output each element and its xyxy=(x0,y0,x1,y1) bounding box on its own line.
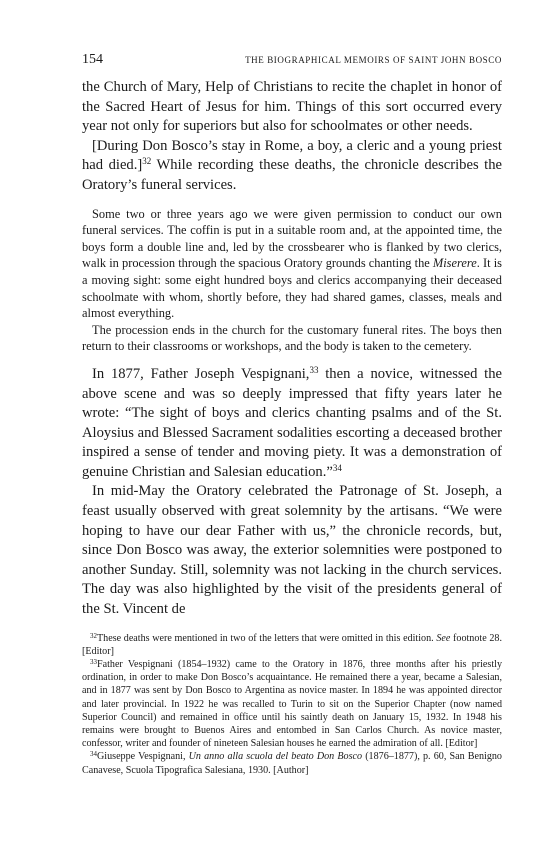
footnote-33-text: Father Vespignani (1854–1932) came to the Oratory in 1876, three months after his priestly ordination, in order to make Don Bosco’s acquaintance. He remained there a year, became a Salesian, and in 1877 was sent by Don Bosco to Argentina as novice master. In 1894 he was appointed director and later provincial. In 1922 he was recalled to Turin to sit on the Superior Chapter (now named Superior Council) and remained in office until his saintly death on January 15, 1932. In 1948 his remains were brought to Buenos Aires and entombed in San Carlos Church. As novice master, confessor, writer and founder of nineteen Salesian houses he earned the admiration of all. [Editor] xyxy=(82,659,502,750)
chronicle-quote xyxy=(82,206,502,355)
paragraph-3-text-a: In 1877, Father Joseph Vespignani, xyxy=(92,365,310,382)
footnote-34-tail: (1876–1877), p. 60, San Benigno Canavese, Scuola Tipografica Salesiana, 1930. [Author] xyxy=(82,751,502,776)
book-page xyxy=(82,52,502,777)
body-paragraph-1: the Church of Mary, Help of Christians to recite the chaplet in honor of the Sacred Heart of Jesus for him. Things of this sort occurred every year not only for superiors but also for schoolmates or other needs. xyxy=(82,79,502,135)
footnote-ref-34: 34 xyxy=(332,462,342,473)
footnote-34 xyxy=(82,750,502,776)
footnote-33 xyxy=(82,658,502,750)
footnote-34-book-title: Un anno alla scuola del beato Don Bosco xyxy=(188,751,363,763)
footnote-32-mark: 32 xyxy=(90,631,97,640)
footnote-32-italic: See xyxy=(436,632,451,644)
quote-1-text-b: . It is a moving sight: some eight hundred boys and clerics accompanying their deceased schoolmate with whom, shortly before, they had shared games, classes, meals and almost everything. xyxy=(82,256,502,321)
quote-paragraph-2: The procession ends in the church for the customary funeral rites. The boys then return to their classrooms or workshops, and the body is taken to the cemetery. xyxy=(82,322,502,354)
paragraph-3-text-b: then a novice, witnessed the above scene and was so deeply impressed that fifty years later he wrote: “The sight of boys and clerics chanting psalms and of the St. Aloysius and Blessed Sacrament sodalities escorting a deceased brother inspired a sense of tender and moving piety. It was a demonstration of genuine Christian and Salesian education.” xyxy=(82,365,502,480)
footnote-ref-32: 32 xyxy=(142,156,152,167)
page-header xyxy=(82,52,502,68)
footnote-34-text: Giuseppe Vespignani, xyxy=(97,751,189,763)
body-paragraph-3 xyxy=(82,365,502,483)
quote-1-text-a: Some two or three years ago we were given permission to conduct our own funeral services. The coffin is put in a suitable room and, at the appointed time, the boys form a double line and, led by the crossbearer who is flanked by two clerics, walk in procession through the spacious Oratory grounds chanting the xyxy=(82,206,502,271)
footnote-ref-33: 33 xyxy=(309,364,319,375)
running-title: THE BIOGRAPHICAL MEMOIRS OF SAINT JOHN BOSCO xyxy=(245,55,502,65)
quote-paragraph-1 xyxy=(82,206,502,322)
footnotes xyxy=(82,632,502,777)
footnote-32-tail: footnote 28. [Editor] xyxy=(82,632,502,657)
paragraph-2-tail: While recording these deaths, the chronicle describes the Oratory’s funeral services. xyxy=(82,157,502,193)
body-paragraph-2 xyxy=(82,137,502,196)
footnote-33-mark: 33 xyxy=(90,658,97,667)
footnote-32-text: These deaths were mentioned in two of the letters that were omitted in this edition. xyxy=(97,632,437,644)
page-number: 154 xyxy=(82,52,103,67)
paragraph-2-text: [During Don Bosco’s stay in Rome, a boy, a cleric and a young priest had died.] xyxy=(82,137,502,174)
quote-1-italic: Miserere xyxy=(432,256,477,271)
body-paragraph-4: In mid-May the Oratory celebrated the Patronage of St. Joseph, a feast usually observed with great solemnity by the artisans. “We were hoping to have our dear Father with us,” the chronicle records, but, since Don Bosco was away, the exterior solemnities were postponed to another Sunday. Still, solemnity was not lacking in the church services. The day was also highlighted by the visit of the presidents general of the St. Vincent de xyxy=(82,483,502,618)
footnote-34-mark: 34 xyxy=(90,750,97,759)
footnote-32 xyxy=(82,632,502,658)
